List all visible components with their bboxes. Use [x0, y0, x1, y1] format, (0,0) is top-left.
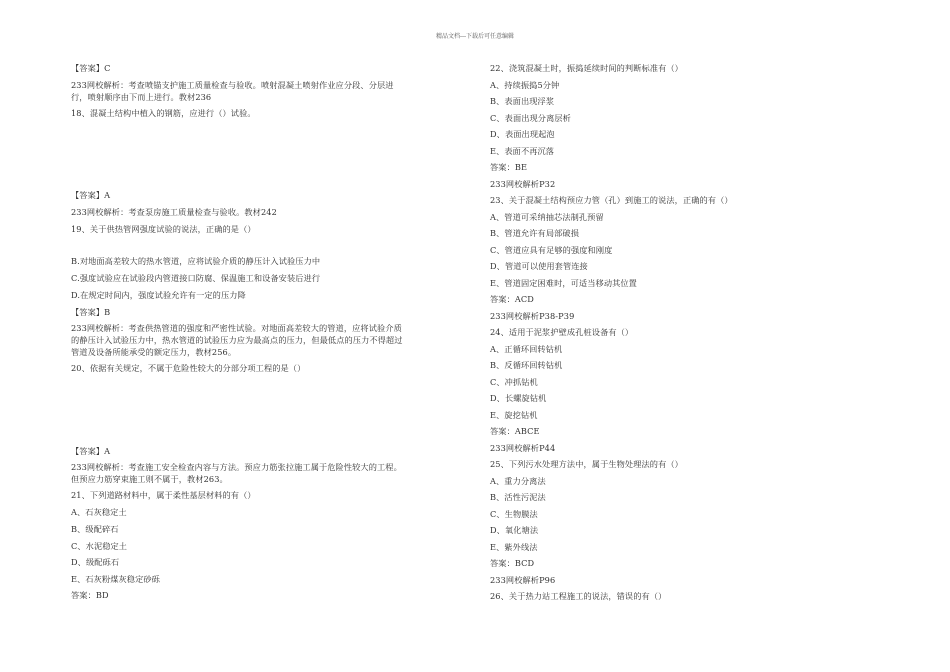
- analysis-17-line-1: 233网校解析：考查喷锚支护施工质量检查与验收。喷射混凝土喷射作业应分段、分层进: [71, 80, 394, 90]
- option-25-e: E、紫外线法: [490, 542, 538, 552]
- option-22-b: B、表面出现浮浆: [490, 96, 555, 106]
- answer-17: 【答案】C: [71, 63, 111, 73]
- option-22-e: E、表面不再沉落: [490, 146, 555, 156]
- option-25-c: C、生物膜法: [490, 509, 538, 519]
- option-21-b: B、级配碎石: [71, 524, 119, 534]
- option-24-b: B、反循环回转钻机: [490, 360, 563, 370]
- answer-20: 【答案】A: [71, 446, 111, 456]
- option-22-d: D、表面出现起泡: [490, 129, 555, 139]
- option-24-e: E、旋挖钻机: [490, 410, 538, 420]
- option-23-e: E、管道固定困难时，可适当移动其位置: [490, 278, 637, 288]
- analysis-20-line-2: 但预应力筋穿束施工则不属于，教材263。: [71, 474, 228, 484]
- option-22-c: C、表面出现分离层析: [490, 113, 571, 123]
- option-19-c: C.强度试验应在试验段内管道接口防腐、保温施工和设备安装后进行: [71, 273, 321, 283]
- analysis-22: 233网校解析P32: [490, 179, 556, 189]
- question-22: 22、浇筑混凝土时，振捣延续时间的判断标准有（）: [490, 63, 683, 73]
- answer-23: 答案：ACD: [490, 294, 534, 304]
- question-20: 20、依据有关规定，不属于危险性较大的分部分项工程的是（）: [71, 363, 306, 373]
- answer-21: 答案：BD: [71, 590, 109, 600]
- answer-18: 【答案】A: [71, 190, 111, 200]
- option-23-d: D、管道可以使用套管连接: [490, 261, 588, 271]
- option-21-e: E、石灰粉煤灰稳定砂砾: [71, 574, 160, 584]
- option-24-c: C、冲抓钻机: [490, 377, 538, 387]
- option-25-b: B、活性污泥法: [490, 492, 546, 502]
- option-24-a: A、正循环回转钻机: [490, 344, 563, 354]
- option-23-a: A、管道可采纳抽芯法制孔预留: [490, 212, 604, 222]
- analysis-23: 233网校解析P38-P39: [490, 311, 575, 321]
- analysis-18: 233网校解析：考查泵房施工质量检查与验收。教材242: [71, 207, 277, 217]
- analysis-20-line-1: 233网校解析：考查施工安全检查内容与方法。预应力筋张拉施工属于危险性较大的工程。: [71, 462, 402, 472]
- analysis-25: 233网校解析P96: [490, 575, 556, 585]
- question-19: 19、关于供热管网强度试验的说法，正确的是（）: [71, 224, 256, 234]
- option-23-c: C、管道应具有足够的强度和刚度: [490, 245, 613, 255]
- question-18: 18、混凝土结构中植入的钢筋，应进行（）试验。: [71, 108, 256, 118]
- question-23: 23、关于混凝土结构预应力管（孔）到施工的说法，正确的有（）: [490, 195, 733, 205]
- option-25-a: A、重力分离法: [490, 476, 546, 486]
- option-23-b: B、管道允许有局部破损: [490, 228, 579, 238]
- option-24-d: D、长螺旋钻机: [490, 393, 547, 403]
- analysis-17-line-2: 行，喷射顺序由下而上进行。教材236: [71, 92, 212, 102]
- page-header: 精品文档---下载后可任意编辑: [435, 33, 515, 40]
- option-21-c: C、水泥稳定土: [71, 541, 128, 551]
- option-19-b: B.对地面高差较大的热水管道，应将试验介质的静压计入试验压力中: [71, 256, 321, 266]
- question-21: 21、下列道路材料中，属于柔性基层材料的有（）: [71, 490, 256, 500]
- option-25-d: D、氧化塘法: [490, 525, 539, 535]
- analysis-19-line-1: 233网校解析：考查供热管道的强度和严密性试验。对地面高差较大的管道，应将试验介质: [71, 323, 402, 333]
- analysis-19-line-3: 管道及设备所能承受的额定压力，教材256。: [71, 347, 237, 357]
- answer-19: 【答案】B: [71, 307, 111, 317]
- question-25: 25、下列污水处理方法中，属于生物处理法的有（）: [490, 459, 683, 469]
- answer-22: 答案：BE: [490, 162, 528, 172]
- question-24: 24、适用于泥浆护壁成孔桩设备有（）: [490, 327, 634, 337]
- answer-24: 答案：ABCE: [490, 426, 540, 436]
- option-22-a: A、持续振捣5分钟: [490, 80, 560, 90]
- answer-25: 答案：BCD: [490, 558, 535, 568]
- question-26: 26、关于热力站工程施工的说法，错误的有（）: [490, 591, 667, 601]
- option-19-d: D.在规定时间内，强度试验允许有一定的压力降: [71, 290, 246, 300]
- option-21-a: A、石灰稳定土: [71, 507, 127, 517]
- analysis-19-line-2: 的静压计入试验压力中，热水管道的试验压力应为最高点的压力，但最低点的压力不得超过: [71, 335, 403, 345]
- option-21-d: D、级配砾石: [71, 557, 120, 567]
- analysis-24: 233网校解析P44: [490, 443, 556, 453]
